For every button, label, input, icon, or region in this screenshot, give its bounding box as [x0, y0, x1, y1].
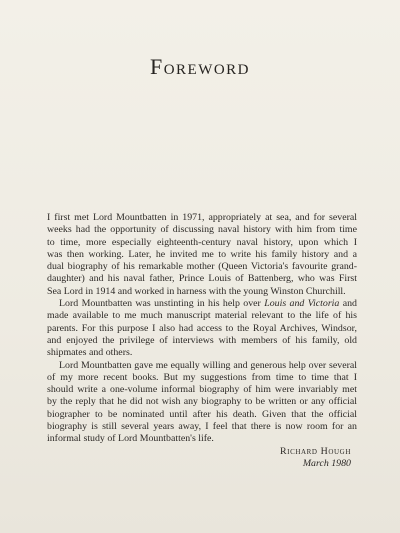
text-line: shipmates and others. [47, 347, 133, 359]
paragraph-3 [47, 360, 357, 446]
text-line: daughter) and his naval father, Prince Louis of Battenberg, who was First [47, 273, 357, 285]
text-line: Lord Mountbatten gave me equally willing and generous help over several [59, 359, 357, 371]
foreword-body [47, 212, 357, 470]
text-line: parents. For this purpose I also had access to the Royal Archives, Windsor, [47, 322, 357, 334]
text-line: should write a one-volume informal biography of him were invariably met [47, 384, 357, 396]
text-line: to time, more especially eighteenth-century naval history, upon which I [47, 236, 357, 248]
text-line: by the reply that he did not wish any biography to be written or any official [47, 396, 357, 408]
text-line: made available to me much manuscript material relevant to the life of his [47, 310, 357, 322]
paragraph-1 [47, 212, 357, 298]
text-line: biographer to be nominated until after his death. Given that the official [47, 408, 357, 420]
text-segment: Lord Mountbatten was unstinting in his help over [59, 298, 265, 310]
text-line [47, 298, 357, 310]
text-line: dual biography of his remarkable mother (Queen Victoria's favourite grand- [47, 261, 357, 273]
signature-date: March 1980 [302, 457, 351, 469]
author-signature: Richard Hough [279, 445, 351, 457]
text-line: I first met Lord Mountbatten in 1971, appropriately at sea, and for several [47, 212, 357, 223]
text-line: Sea Lord in 1914 and worked in harness with the young Winston Churchill. [47, 285, 346, 297]
text-line: informal study of Lord Mountbatten's life. [47, 433, 214, 445]
text-line: of my more recent books. But my suggestions from time to time that I [47, 371, 357, 383]
paragraph-2 [47, 298, 357, 359]
text-line: and enjoyed the privilege of interviews with members of his family, old [47, 334, 357, 346]
book-title-louis-and-victoria: Louis and Victoria [264, 298, 340, 310]
text-line: biography is still several years away, I feel that there is now room for an [47, 421, 357, 433]
text-segment: and [339, 298, 357, 310]
text-line: was then working. Later, he invited me to write his family history and a [47, 248, 357, 260]
text-line: weeks had the opportunity of discussing naval history with him from time [47, 224, 357, 236]
page-title: Foreword [149, 54, 251, 79]
